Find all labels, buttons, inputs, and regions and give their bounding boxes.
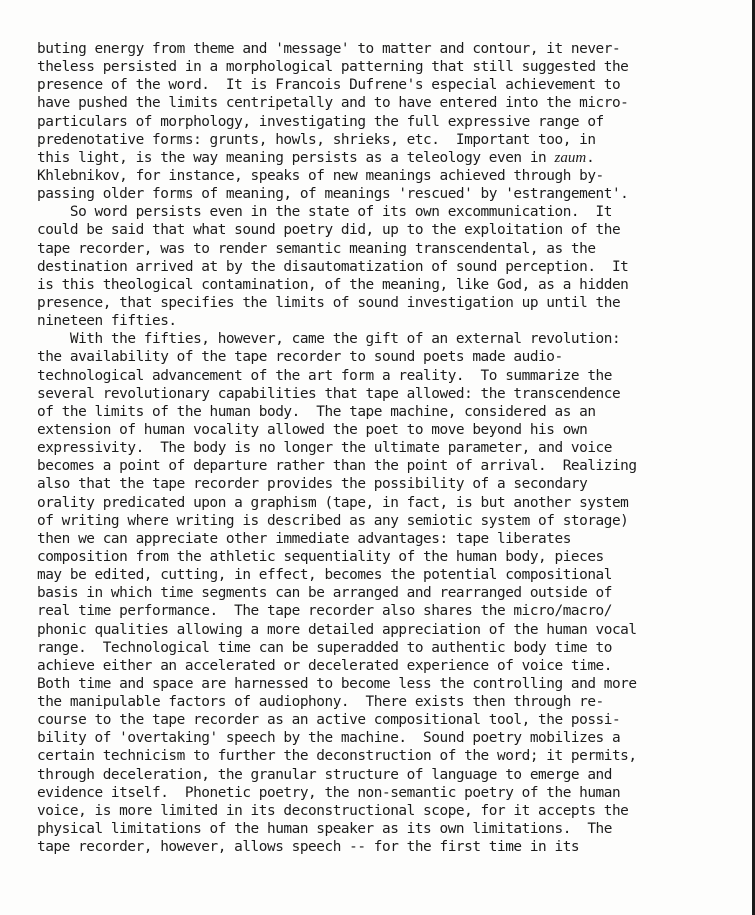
text-line (37, 330, 737, 348)
line-text: particulars of morphology, investigating the full expressive range of (37, 113, 604, 130)
line-text: tape recorder, was to render semantic meaning transcendental, as the (37, 240, 596, 257)
text-line (37, 348, 737, 366)
line-text: Khlebnikov, for instance, speaks of new meanings achieved through by- (37, 167, 604, 184)
line-text: Both time and space are harnessed to become less the controlling and more (37, 675, 637, 692)
text-line (37, 494, 737, 512)
line-text: several revolutionary capabilities that tape allowed: the transcendence (37, 385, 621, 402)
line-text: may be edited, cutting, in effect, becomes the potential compositional (37, 567, 612, 584)
line-text: evidence itself. Phonetic poetry, the non-semantic poetry of the human (37, 784, 621, 801)
text-line (37, 403, 737, 421)
text-line (37, 294, 737, 312)
line-text: orality predicated upon a graphism (tape, in fact, is but another system (37, 494, 629, 511)
line-text: then we can appreciate other immediate advantages: tape liberates (37, 530, 571, 547)
line-text: extension of human vocality allowed the poet to move beyond his own (37, 421, 588, 438)
text-line (37, 40, 737, 58)
line-text: also that the tape recorder provides the possibility of a secondary (37, 476, 588, 493)
text-line (37, 657, 737, 675)
line-text: bility of 'overtaking' speech by the machine. Sound poetry mobilizes a (37, 730, 621, 747)
line-text: physical limitations of the human speaker as its own limitations. The (37, 821, 612, 838)
text-line (37, 113, 737, 131)
line-text: destination arrived at by the disautomatization of sound perception. It (37, 258, 629, 275)
line-text: is this theological contamination, of the meaning, like God, as a hidden (37, 276, 629, 293)
line-text: composition from the athletic sequentiality of the human body, pieces (37, 548, 604, 565)
line-text: theless persisted in a morphological patterning that still suggested the (37, 59, 629, 76)
line-text: course to the tape recorder as an active compositional tool, the possi- (37, 712, 621, 729)
text-line (37, 621, 737, 639)
line-text: basis in which time segments can be arranged and rearranged outside of (37, 585, 612, 602)
text-line (37, 766, 737, 784)
line-text: the availability of the tape recorder to sound poets made audio- (37, 349, 563, 366)
text-line (37, 711, 737, 729)
line-text: technological advancement of the art form a reality. To summarize the (37, 367, 612, 384)
line-text: nineteen fifties. (37, 313, 177, 330)
text-line (37, 167, 737, 185)
text-line (37, 203, 737, 221)
line-text: expressivity. The body is no longer the ultimate parameter, and voice (37, 440, 612, 457)
text-line (37, 221, 737, 239)
italic-word: zaum (554, 149, 587, 166)
text-line (37, 240, 737, 258)
text-line (37, 566, 737, 584)
line-text: through deceleration, the granular structure of language to emerge and (37, 766, 612, 783)
text-line (37, 367, 737, 385)
text-line (37, 439, 737, 457)
line-text: So word persists even in the state of its own excommunication. It (37, 204, 612, 221)
line-text: this light, is the way meaning persists as a teleology even in (37, 149, 555, 166)
text-line (37, 76, 737, 94)
line-text: range. Technological time can be superadded to authentic body time to (37, 639, 612, 656)
line-text: have pushed the limits centripetally and to have entered into the micro- (37, 95, 629, 112)
line-text: certain technicism to further the deconstruction of the word; it permits, (37, 748, 637, 765)
text-line (37, 131, 737, 149)
text-line (37, 639, 737, 657)
text-line (37, 58, 737, 76)
line-text: real time performance. The tape recorder also shares the micro/macro/ (37, 603, 612, 620)
line-text: passing older forms of meaning, of meanings 'rescued' by 'estrangement'. (37, 186, 629, 203)
line-text: becomes a point of departure rather than the point of arrival. Realizing (37, 458, 637, 475)
text-line (37, 675, 737, 693)
line-text: could be said that what sound poetry did, up to the exploitation of the (37, 222, 621, 239)
text-line (37, 512, 737, 530)
text-line (37, 457, 737, 475)
line-text: the manipulable factors of audiophony. There exists then through re- (37, 694, 604, 711)
text-line (37, 584, 737, 602)
text-line (37, 548, 737, 566)
line-text: presence of the word. It is Francois Dufrene's especial achievement to (37, 77, 621, 94)
body-text (37, 40, 737, 856)
line-text: presence, that specifies the limits of sound investigation up until the (37, 294, 621, 311)
line-text: of the limits of the human body. The tape machine, considered as an (37, 403, 596, 420)
text-line (37, 385, 737, 403)
line-text: predenotative forms: grunts, howls, shrieks, etc. Important too, in (37, 131, 596, 148)
text-line (37, 149, 737, 167)
text-line (37, 820, 737, 838)
text-line (37, 185, 737, 203)
line-text: phonic qualities allowing a more detailed appreciation of the human vocal (37, 621, 637, 638)
line-text: achieve either an accelerated or decelerated experience of voice time. (37, 657, 612, 674)
text-line (37, 838, 737, 856)
text-line (37, 747, 737, 765)
text-line (37, 693, 737, 711)
line-text-tail: . (586, 149, 595, 166)
text-line (37, 276, 737, 294)
text-line (37, 602, 737, 620)
text-line (37, 421, 737, 439)
line-text: With the fifties, however, came the gift of an external revolution: (37, 331, 621, 348)
text-line (37, 802, 737, 820)
text-line (37, 312, 737, 330)
text-line (37, 530, 737, 548)
text-line (37, 475, 737, 493)
line-text: buting energy from theme and 'message' to matter and contour, it never- (37, 41, 621, 57)
text-line (37, 94, 737, 112)
text-line (37, 729, 737, 747)
line-text: tape recorder, however, allows speech -- for the first time in its (37, 839, 580, 856)
text-line (37, 258, 737, 276)
line-text: of writing where writing is described as any semiotic system of storage) (37, 512, 629, 529)
text-line (37, 784, 737, 802)
line-text: voice, is more limited in its deconstructional scope, for it accepts the (37, 802, 629, 819)
